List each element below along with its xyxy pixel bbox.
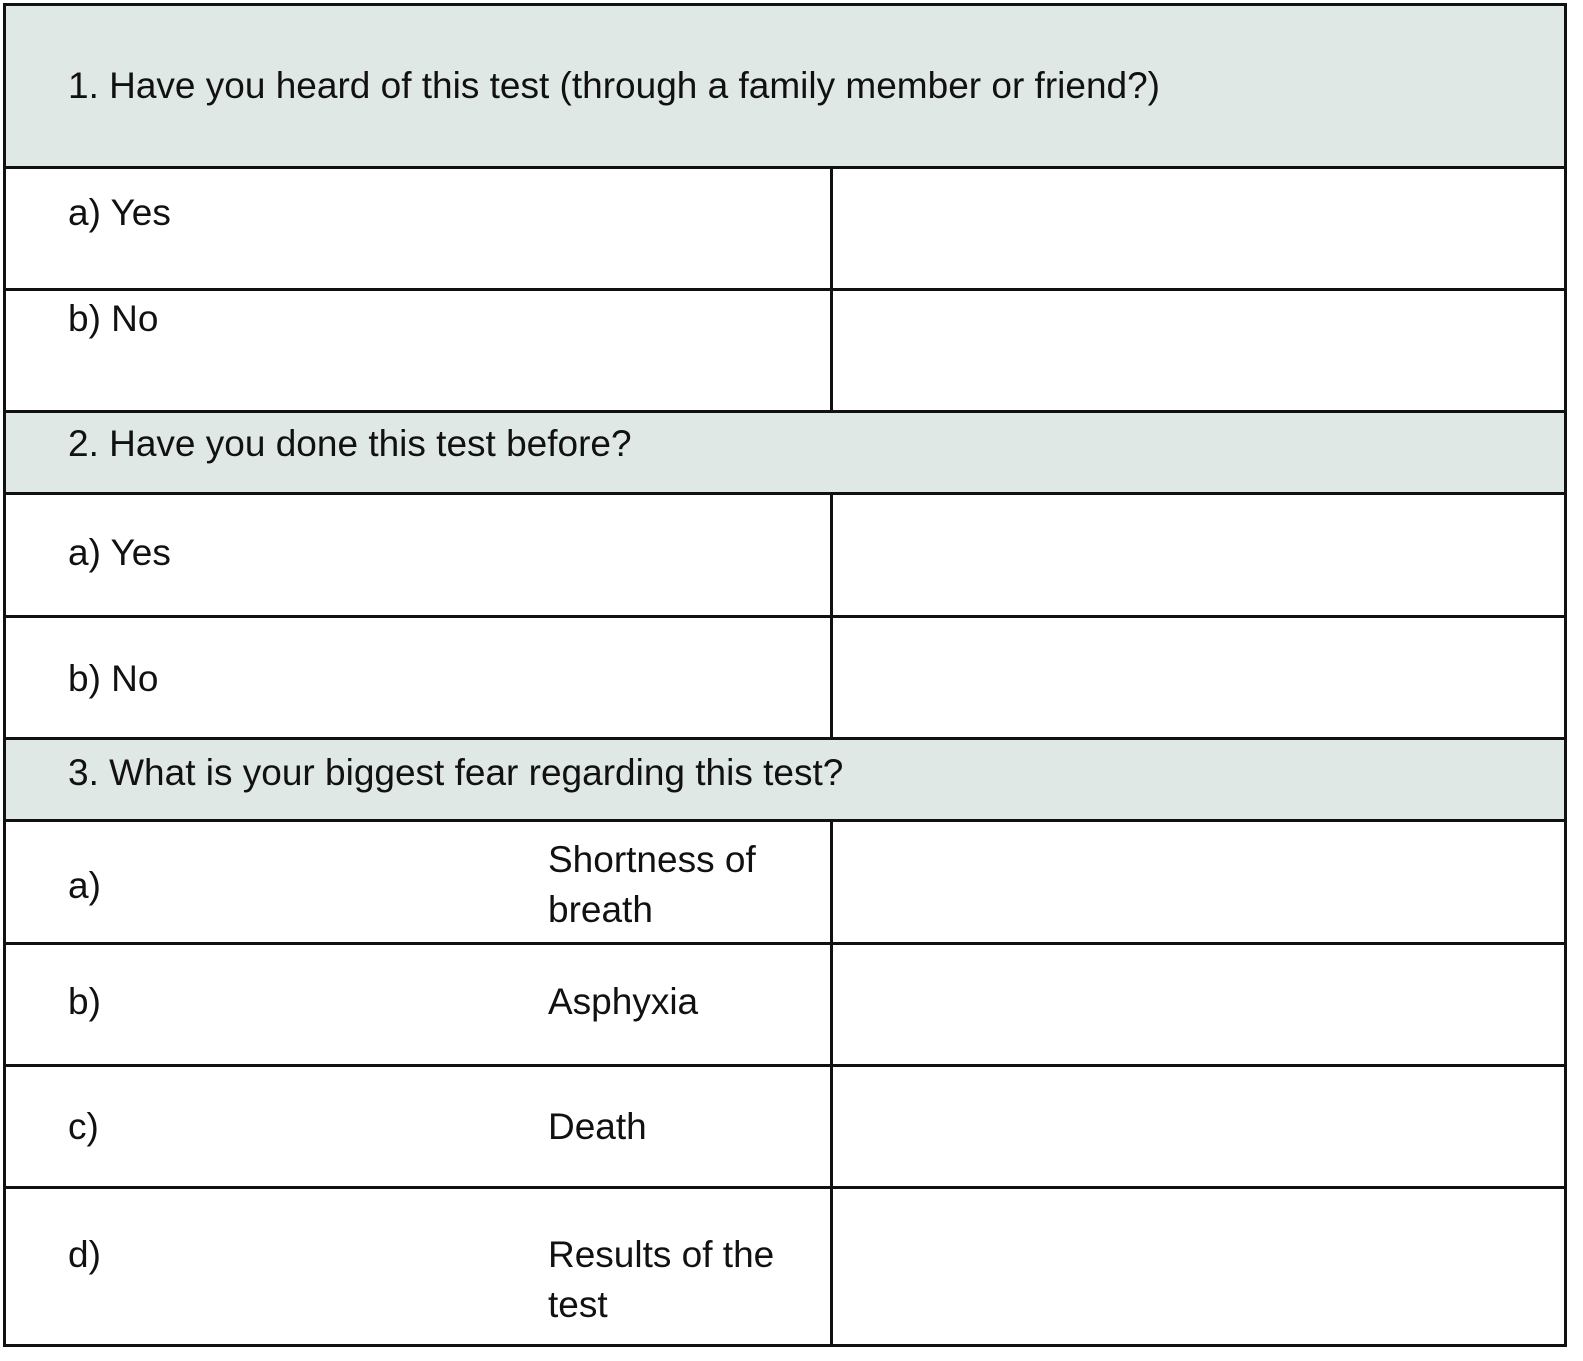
question-2-option-a-label: a) Yes bbox=[68, 532, 171, 573]
question-1-text: 1. Have you heard of this test (through a family member or friend?) bbox=[68, 65, 1161, 106]
question-2-header bbox=[6, 413, 1564, 495]
question-3-option-b-row bbox=[6, 945, 1564, 1067]
question-3-option-a-row bbox=[6, 822, 1564, 945]
question-3-option-b-letter: b) bbox=[68, 981, 101, 1022]
question-3-option-c-answer-cell[interactable] bbox=[833, 1067, 1564, 1186]
question-2-option-b-answer-cell[interactable] bbox=[833, 618, 1564, 737]
question-3-option-a-answer-cell[interactable] bbox=[833, 822, 1564, 942]
question-2-option-b-label: b) No bbox=[68, 658, 159, 699]
question-3-option-d-text-line2: test bbox=[548, 1284, 608, 1325]
question-1-header bbox=[6, 6, 1564, 169]
question-1-option-a-label: a) Yes bbox=[68, 192, 171, 233]
question-3-option-d-text-line1: Results of the bbox=[548, 1234, 775, 1275]
question-1-option-a-answer-cell[interactable] bbox=[833, 169, 1564, 288]
question-2-text: 2. Have you done this test before? bbox=[68, 423, 632, 464]
question-3-option-c-row bbox=[6, 1067, 1564, 1189]
question-3-option-d-row bbox=[6, 1189, 1564, 1344]
question-3-option-a-letter: a) bbox=[68, 865, 101, 906]
question-3-option-c-letter: c) bbox=[68, 1106, 99, 1147]
question-3-option-d-answer-cell[interactable] bbox=[833, 1189, 1564, 1344]
question-3-header bbox=[6, 740, 1564, 822]
question-3-option-b-answer-cell[interactable] bbox=[833, 945, 1564, 1064]
question-3-option-c-text: Death bbox=[548, 1106, 647, 1147]
question-3-option-d-letter: d) bbox=[68, 1234, 101, 1275]
question-3-option-a-text-line2: breath bbox=[548, 889, 653, 930]
question-2-option-a-row bbox=[6, 495, 1564, 618]
question-1-option-b-answer-cell[interactable] bbox=[833, 291, 1564, 410]
question-1-option-a-row bbox=[6, 169, 1564, 291]
question-3-text: 3. What is your biggest fear regarding this test? bbox=[68, 752, 844, 793]
question-1-option-b-row bbox=[6, 291, 1564, 413]
question-2-option-b-row bbox=[6, 618, 1564, 740]
question-1-option-b-label: b) No bbox=[68, 298, 159, 339]
question-3-option-a-text-line1: Shortness of bbox=[548, 839, 756, 880]
questionnaire-table bbox=[3, 3, 1567, 1347]
question-2-option-a-answer-cell[interactable] bbox=[833, 495, 1564, 615]
question-3-option-b-text: Asphyxia bbox=[548, 981, 699, 1022]
